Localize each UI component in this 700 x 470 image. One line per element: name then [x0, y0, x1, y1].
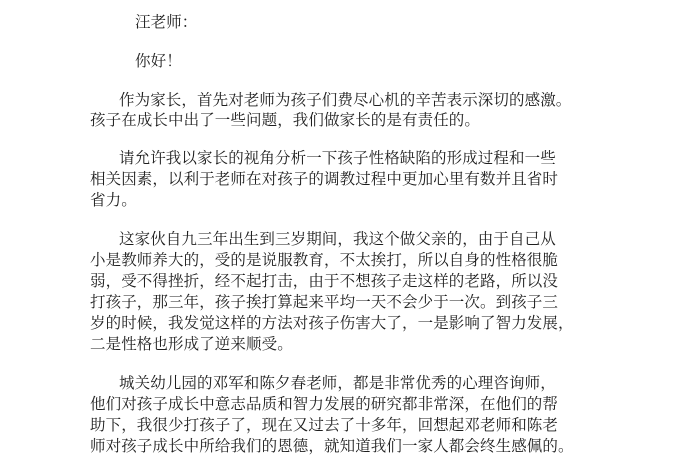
paragraph-line: 弱，受不得挫折，经不起打击，由于不想孩子走这样的老路，所以没 — [90, 272, 559, 290]
paragraph-line: 打孩子，那三年，孩子挨打算起来平均一天不会少于一次。到孩子三 — [90, 293, 559, 311]
paragraph-line: 省力。 — [90, 191, 137, 209]
paragraph-line: 作为家长，首先对老师为孩子们费尽心机的辛苦表示深切的感激。 — [119, 91, 572, 109]
paragraph-line: 助下，我很少打孩子了，现在又过去了十多年，回想起邓老师和陈老 — [90, 416, 559, 434]
paragraph-line: 孩子在成长中出了一些问题，我们做家长的是有责任的。 — [90, 111, 481, 129]
paragraph-line: 城关幼儿园的邓军和陈夕春老师，都是非常优秀的心理咨询师， — [119, 374, 556, 392]
paragraph-line: 岁的时候，我发觉这样的方法对孩子伤害大了，一是影响了智力发展， — [90, 314, 574, 332]
paragraph-line: 相关因素，以利于老师在对孩子的调教过程中更加心里有数并且省时 — [90, 170, 559, 188]
paragraph-line: 二是性格也形成了逆来顺受。 — [90, 335, 293, 353]
greeting: 你好！ — [135, 52, 182, 70]
paragraph-line: 这家伙自九三年出生到三岁期间，我这个做父亲的，由于自己从 — [119, 230, 556, 248]
salutation: 汪老师： — [135, 13, 198, 31]
paragraph-line: 他们对孩子成长中意志品质和智力发展的研究都非常深，在他们的帮 — [90, 395, 559, 413]
paragraph-line: 请允许我以家长的视角分析一下孩子性格缺陷的形成过程和一些 — [119, 149, 556, 167]
paragraph-line: 小是教师养大的，受的是说服教育，不太挨打，所以自身的性格很脆 — [90, 251, 559, 269]
paragraph-line: 师对孩子成长中所给我们的恩德，就知道我们一家人都会终生感佩的。 — [90, 437, 574, 455]
